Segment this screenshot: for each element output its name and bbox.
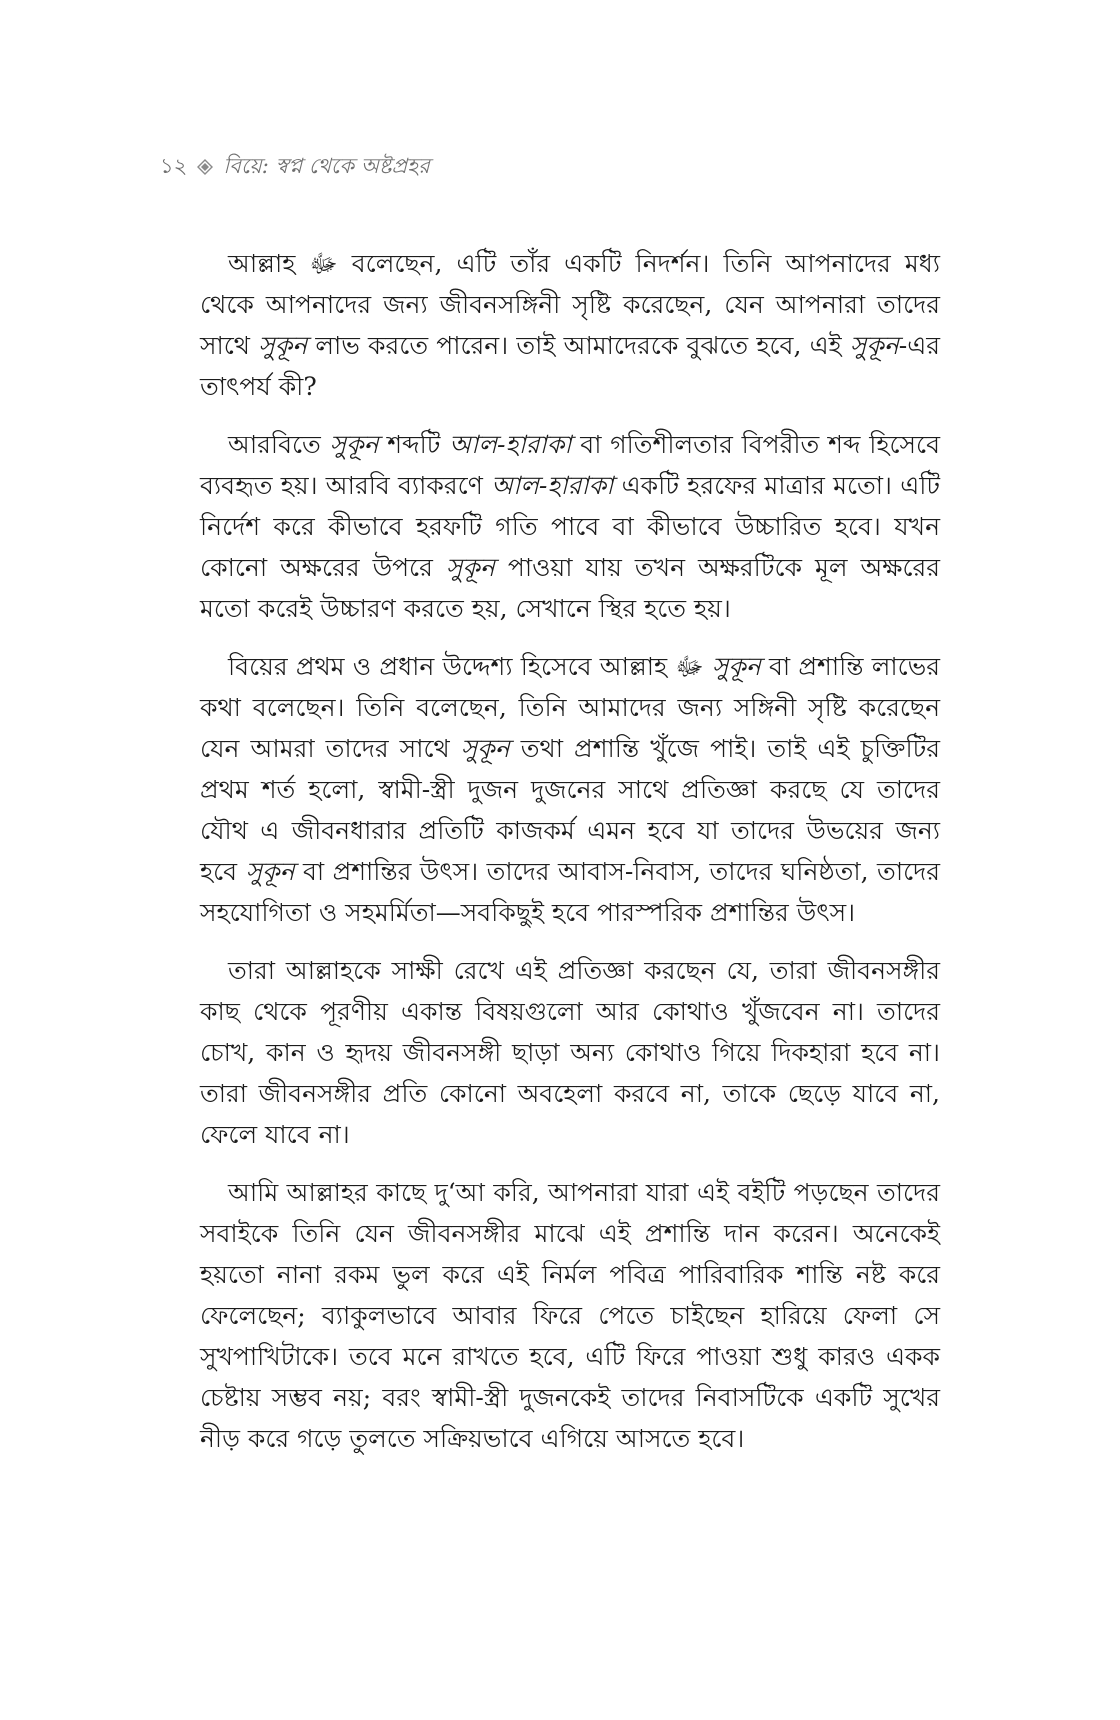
italic-term: আল-হারাকা bbox=[449, 430, 572, 459]
text-run: একটি হরফের মাত্রার মতো। এটি নির্দেশ করে কীভাবে হরফটি গতি পাবে বা কীভাবে উচ্চারিত হবে। যখন কোনো অক্ষরের উপরে bbox=[200, 471, 940, 582]
text-run: -এর তাৎপর্য কী? bbox=[200, 331, 940, 401]
text-run: বা প্রশান্তি লাভের কথা বলেছেন। তিনি বলেছেন, তিনি আমাদের জন্য সঙ্গিনী সৃষ্টি করেছেন যেন আমরা তাদের সাথে bbox=[200, 652, 940, 763]
paragraph bbox=[200, 646, 940, 933]
text-run: বা গতিশীলতার বিপরীত শব্দ হিসেবে ব্যবহৃত হয়। আরবি ব্যাকরণে bbox=[200, 430, 940, 500]
text-run: আরবিতে bbox=[228, 430, 330, 459]
italic-term: আল-হারাকা bbox=[491, 471, 614, 500]
paragraph bbox=[200, 950, 940, 1155]
italic-term: সুকূন bbox=[711, 652, 761, 681]
text-run: আল্লাহ ﷻ বলেছেন, এটি তাঁর একটি নিদর্শন। তিনি আপনাদের মধ্য থেকে আপনাদের জন্য জীবনসঙ্গিনী সৃষ্টি করেছেন, যেন আপনারা তাদের সাথে bbox=[200, 249, 940, 360]
text-run: বা প্রশান্তির উৎস। তাদের আবাস-নিবাস, তাদের ঘনিষ্ঠতা, তাদের সহযোগিতা ও সহমর্মিতা—সবকিছুই হবে পারস্পরিক প্রশান্তির উৎস। bbox=[200, 857, 940, 927]
text-run: আমি আল্লাহর কাছে দু‘আ করি, আপনারা যারা এই বইটি পড়ছেন তাদের সবাইকে তিনি যেন জীবনসঙ্গীর মাঝে এই প্রশান্তি দান করেন। অনেকেই হয়তো নানা রকম ভুল করে এই নির্মল পবিত্র পারিবারিক শান্তি নষ্ট করে ফেলেছেন; ব্যাকুলভাবে আবার ফিরে পেতে চাইছেন হারিয়ে ফেলা সে সুখপাখিটাকে। তবে মনে রাখতে হবে, এটি ফিরে পাওয়া শুধু কারও একক চেষ্টায় সম্ভব নয়; বরং স্বামী-স্ত্রী দুজনকেই তাদের নিবাসটিকে একটি সুখের নীড় করে গড়ে তুলতে সক্রিয়ভাবে এগিয়ে আসতে হবে। bbox=[200, 1178, 940, 1453]
page-number: ১২ bbox=[160, 153, 188, 178]
book-title: বিয়ে: স্বপ্ন থেকে অষ্টপ্রহর bbox=[223, 153, 430, 178]
paragraph bbox=[200, 243, 940, 407]
italic-term: সুকূন bbox=[258, 331, 308, 360]
text-run: তথা প্রশান্তি খুঁজে পাই। তাই এই চুক্তিটির প্রথম শর্ত হলো, স্বামী-স্ত্রী দুজন দুজনের সাথে প্রতিজ্ঞা করছে যে তাদের যৌথ এ জীবনধারার প্রতিটি কাজকর্ম এমন হবে যা তাদের উভয়ের জন্য হবে bbox=[200, 734, 940, 886]
italic-term: সুকূন bbox=[245, 857, 295, 886]
text-run: তারা আল্লাহকে সাক্ষী রেখে এই প্রতিজ্ঞা করছেন যে, তারা জীবনসঙ্গীর কাছ থেকে পূরণীয় একান্ত বিষয়গুলো আর কোথাও খুঁজবেন না। তাদের চোখ, কান ও হৃদয় জীবনসঙ্গী ছাড়া অন্য কোথাও গিয়ে দিকহারা হবে না। তারা জীবনসঙ্গীর প্রতি কোনো অবহেলা করবে না, তাকে ছেড়ে যাবে না, ফেলে যাবে না। bbox=[200, 956, 940, 1149]
diamond-ornament-icon bbox=[197, 159, 213, 175]
text-run: লাভ করতে পারেন। তাই আমাদেরকে বুঝতে হবে, এই bbox=[307, 331, 850, 360]
italic-term: সুকূন bbox=[849, 331, 899, 360]
italic-term: সুকূন bbox=[329, 430, 379, 459]
paragraph bbox=[200, 424, 940, 629]
italic-term: সুকূন bbox=[445, 553, 495, 582]
text-run: বিয়ের প্রথম ও প্রধান উদ্দেশ্য হিসেবে আল্লাহ ﷻ bbox=[228, 652, 712, 681]
body-text bbox=[200, 243, 940, 1476]
italic-term: সুকূন bbox=[460, 734, 510, 763]
text-run: পাওয়া যায় তখন অক্ষরটিকে মূল অক্ষরের মতো করেই উচ্চারণ করতে হয়, সেখানে স্থির হতে হয়। bbox=[200, 553, 941, 623]
text-run: শব্দটি bbox=[378, 430, 450, 459]
running-header bbox=[160, 150, 430, 184]
paragraph bbox=[200, 1172, 940, 1459]
